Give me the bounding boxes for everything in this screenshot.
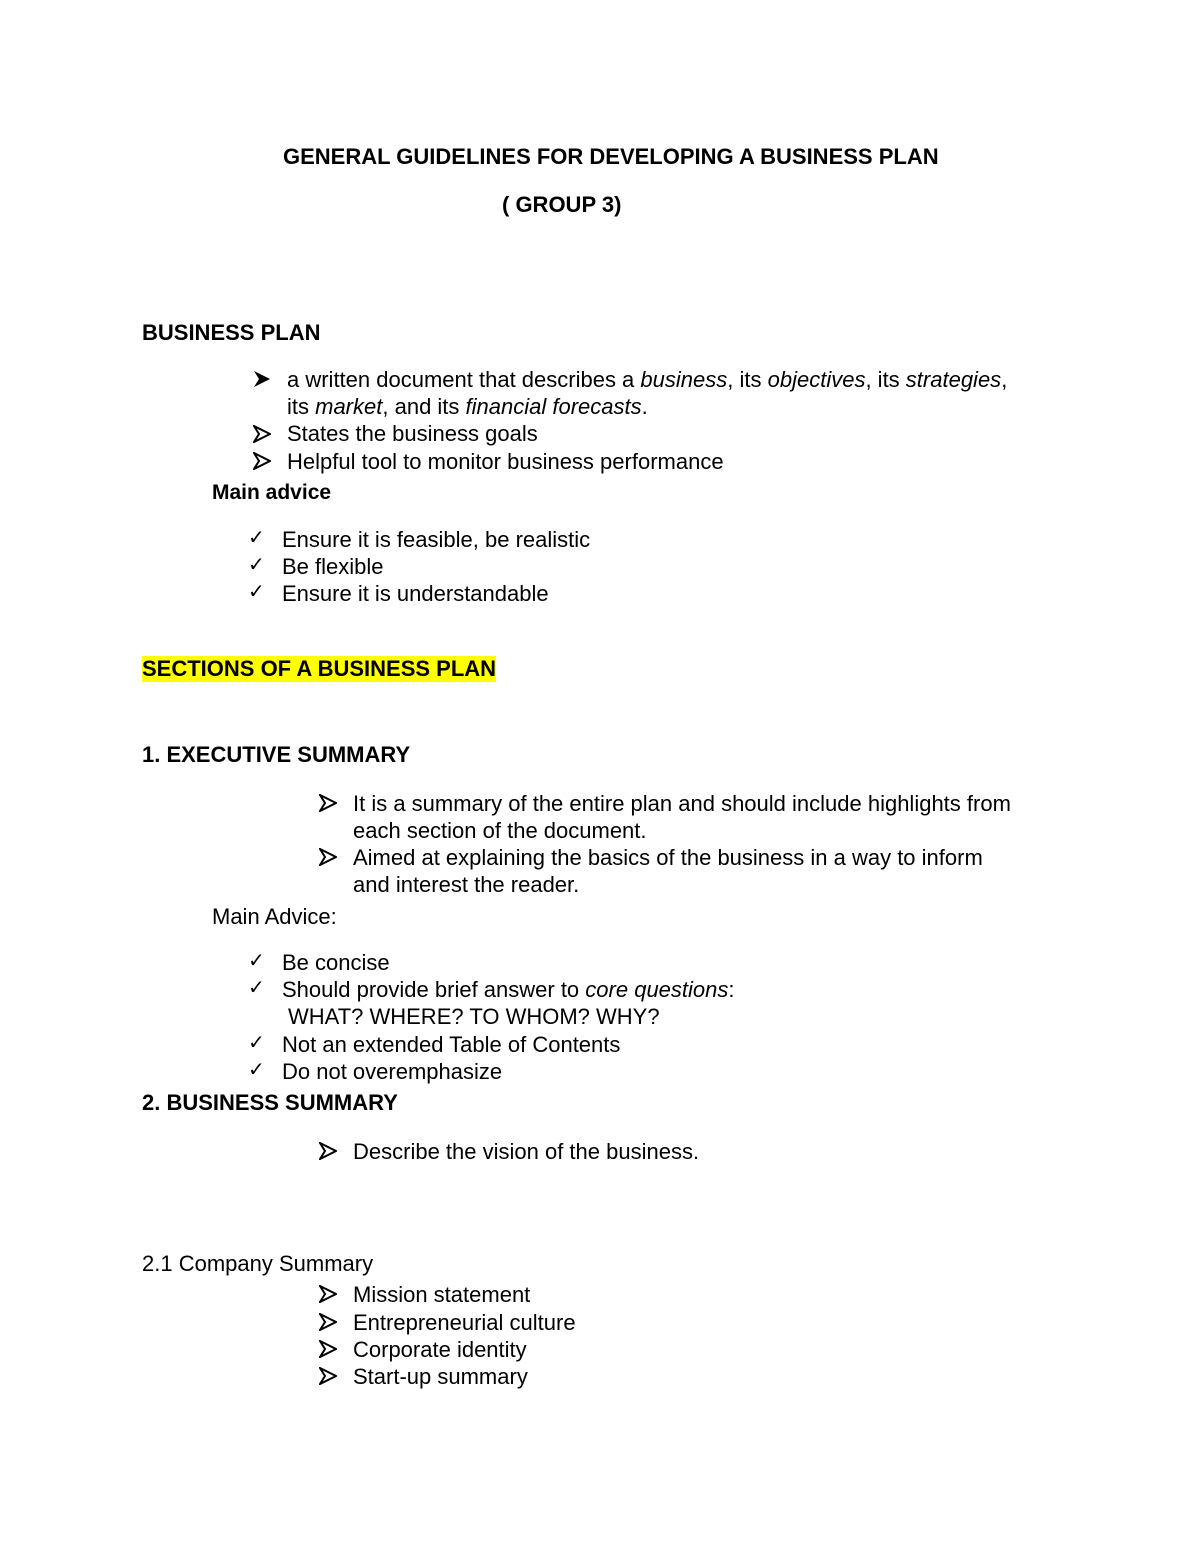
- advice-item-cont: WHAT? WHERE? TO WHOM? WHY?: [288, 1004, 660, 1029]
- main-advice-label: Main Advice:: [212, 904, 337, 929]
- document-subtitle: ( GROUP 3): [502, 192, 622, 217]
- checkmark-icon: ✓: [248, 527, 265, 549]
- arrowhead-bullet-icon: [319, 1367, 337, 1385]
- checkmark-icon: ✓: [248, 554, 265, 576]
- advice-item: Should provide brief answer to core questions:: [282, 977, 735, 1002]
- executive-summary-heading: 1. EXECUTIVE SUMMARY: [142, 742, 411, 767]
- executive-summary-bullet-cont: and interest the reader.: [353, 872, 580, 897]
- document-title: GENERAL GUIDELINES FOR DEVELOPING A BUSINESS PLAN: [283, 144, 939, 169]
- arrowhead-bullet-icon: [319, 1313, 337, 1331]
- main-advice-heading: Main advice: [212, 481, 332, 504]
- company-summary-item: Entrepreneurial culture: [353, 1310, 576, 1335]
- arrowhead-bullet-icon: [319, 1142, 337, 1160]
- arrowhead-bullet-icon: [319, 848, 337, 866]
- business-plan-definition-line2: its market, and its financial forecasts.: [287, 394, 648, 419]
- arrowhead-bullet-icon: [253, 370, 271, 388]
- checkmark-icon: ✓: [248, 1059, 265, 1081]
- checkmark-icon: ✓: [248, 950, 265, 972]
- business-plan-bullet-tool: Helpful tool to monitor business performance: [287, 449, 724, 474]
- business-summary-heading: 2. BUSINESS SUMMARY: [142, 1090, 398, 1115]
- company-summary-heading: 2.1 Company Summary: [142, 1251, 374, 1276]
- sections-heading: SECTIONS OF A BUSINESS PLAN: [142, 656, 497, 681]
- business-plan-bullet-goals: States the business goals: [287, 421, 538, 446]
- business-summary-bullet: Describe the vision of the business.: [353, 1139, 700, 1164]
- company-summary-item: Start-up summary: [353, 1364, 528, 1389]
- business-plan-definition-line1: a written document that describes a business, its objectives, its strategies,: [287, 367, 1008, 392]
- business-plan-heading: BUSINESS PLAN: [142, 320, 321, 345]
- advice-item: Do not overemphasize: [282, 1059, 503, 1084]
- company-summary-item: Mission statement: [353, 1282, 531, 1307]
- advice-item: Ensure it is understandable: [282, 581, 549, 606]
- advice-item: Be flexible: [282, 554, 384, 579]
- arrowhead-bullet-icon: [319, 1285, 337, 1303]
- arrowhead-bullet-icon: [319, 1340, 337, 1358]
- arrowhead-bullet-icon: [319, 794, 337, 812]
- company-summary-item: Corporate identity: [353, 1337, 527, 1362]
- advice-item: Ensure it is feasible, be realistic: [282, 527, 591, 552]
- advice-item: Not an extended Table of Contents: [282, 1032, 621, 1057]
- checkmark-icon: ✓: [248, 1032, 265, 1054]
- executive-summary-bullet-cont: each section of the document.: [353, 818, 647, 843]
- checkmark-icon: ✓: [248, 581, 265, 603]
- arrowhead-bullet-icon: [253, 452, 271, 470]
- advice-item: Be concise: [282, 950, 390, 975]
- checkmark-icon: ✓: [248, 977, 265, 999]
- arrowhead-bullet-icon: [253, 425, 271, 443]
- executive-summary-bullet: It is a summary of the entire plan and should include highlights from: [353, 791, 1011, 816]
- executive-summary-bullet: Aimed at explaining the basics of the business in a way to inform: [353, 845, 983, 870]
